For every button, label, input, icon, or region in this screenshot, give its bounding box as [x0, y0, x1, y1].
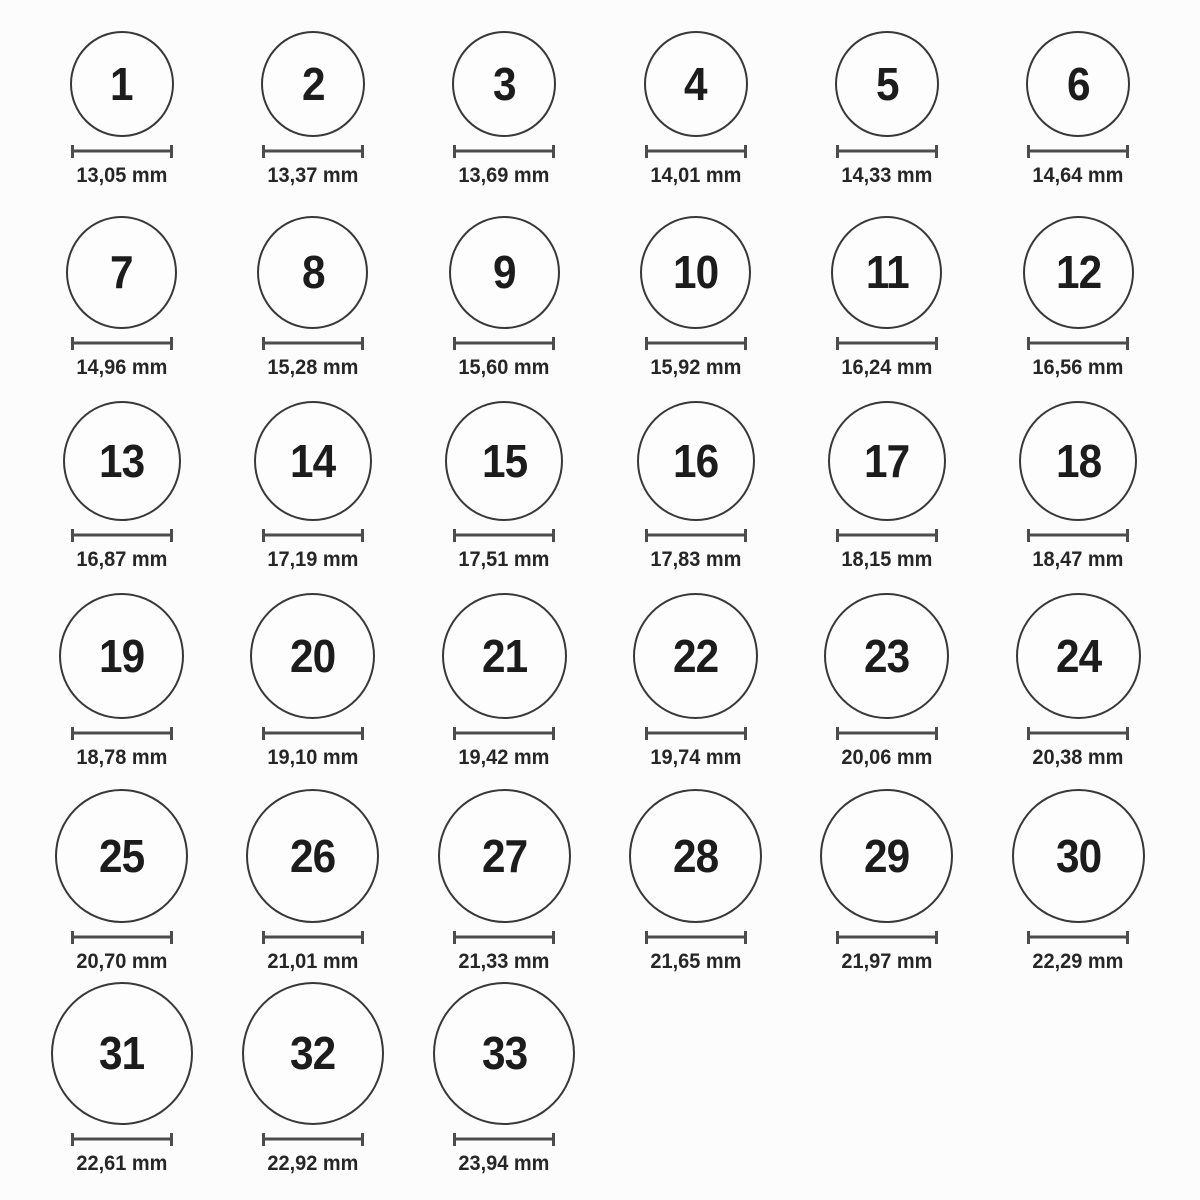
- ring-cell: [409, 984, 600, 1200]
- diameter-measure-line: [1027, 145, 1129, 158]
- diameter-measure-line: [71, 337, 173, 350]
- ring-circle: [261, 31, 365, 137]
- ring-circle: [51, 982, 193, 1125]
- diameter-label: 16,56 mm: [1032, 355, 1124, 379]
- diameter-label: 19,74 mm: [650, 745, 742, 769]
- diameter-label: 21,33 mm: [458, 949, 550, 973]
- ring-size-number: 11: [865, 246, 909, 299]
- diameter-measure-line: [71, 1133, 173, 1146]
- diameter-label: 19,42 mm: [458, 745, 550, 769]
- measure-bar: [1027, 534, 1129, 537]
- ring-size-number: 26: [290, 829, 336, 882]
- ring-size-number: 2: [301, 57, 325, 110]
- diameter-label: 13,69 mm: [458, 163, 550, 187]
- diameter-measure-line: [645, 529, 747, 542]
- ring-circle: [433, 982, 575, 1125]
- measure-bar: [1027, 732, 1129, 735]
- measure-bar: [453, 342, 555, 345]
- ring-cell: [409, 780, 600, 984]
- diameter-measure-line: [453, 145, 555, 158]
- measure-bar: [1027, 936, 1129, 939]
- diameter-label: 20,06 mm: [841, 745, 933, 769]
- diameter-measure-line: [71, 529, 173, 542]
- measure-bar: [262, 342, 364, 345]
- ring-circle: [831, 216, 942, 329]
- diameter-measure-line: [645, 931, 747, 944]
- ring-circle: [438, 789, 571, 923]
- ring-size-number: 7: [110, 246, 133, 299]
- ring-cell: [791, 582, 982, 780]
- ring-size-number: 14: [290, 434, 336, 487]
- ring-size-number: 22: [673, 629, 719, 682]
- diameter-measure-line: [262, 1133, 364, 1146]
- ring-cell: [217, 780, 408, 984]
- ring-circle: [442, 593, 567, 719]
- ring-size-chart: [26, 4, 1174, 1200]
- diameter-measure-line: [71, 145, 173, 158]
- ring-size-number: 10: [673, 246, 719, 299]
- ring-circle: [59, 593, 184, 719]
- measure-bar: [453, 732, 555, 735]
- diameter-label: 14,64 mm: [1032, 163, 1124, 187]
- diameter-measure-line: [262, 727, 364, 740]
- diameter-measure-line: [262, 145, 364, 158]
- diameter-label: 20,70 mm: [76, 949, 168, 973]
- diameter-measure-line: [71, 727, 173, 740]
- diameter-measure-line: [836, 931, 938, 944]
- ring-circle: [1019, 401, 1137, 521]
- ring-cell: [791, 390, 982, 582]
- ring-size-number: 21: [481, 629, 527, 682]
- diameter-measure-line: [836, 529, 938, 542]
- ring-cell: [26, 390, 217, 582]
- measure-bar: [453, 150, 555, 153]
- ring-cell: [600, 390, 791, 582]
- diameter-measure-line: [262, 931, 364, 944]
- ring-size-number: 15: [481, 434, 527, 487]
- ring-circle: [828, 401, 946, 521]
- ring-size-number: 33: [481, 1027, 527, 1080]
- ring-circle: [640, 216, 751, 329]
- ring-circle: [629, 789, 762, 923]
- ring-circle: [445, 401, 563, 521]
- ring-size-number: 4: [684, 57, 707, 110]
- ring-circle: [1012, 789, 1145, 923]
- ring-size-number: 9: [492, 246, 516, 299]
- diameter-label: 14,96 mm: [76, 355, 168, 379]
- diameter-label: 14,33 mm: [841, 163, 933, 187]
- ring-circle: [1023, 216, 1134, 329]
- measure-bar: [645, 342, 747, 345]
- measure-bar: [645, 936, 747, 939]
- ring-size-number: 27: [481, 829, 527, 882]
- ring-size-number: 30: [1055, 829, 1101, 882]
- ring-size-number: 23: [864, 629, 910, 682]
- measure-bar: [262, 1138, 364, 1141]
- diameter-measure-line: [645, 337, 747, 350]
- ring-cell: [791, 198, 982, 390]
- diameter-measure-line: [453, 529, 555, 542]
- measure-bar: [453, 534, 555, 537]
- ring-cell: [217, 198, 408, 390]
- diameter-measure-line: [836, 145, 938, 158]
- diameter-measure-line: [645, 727, 747, 740]
- ring-circle: [637, 401, 755, 521]
- ring-circle: [55, 789, 188, 923]
- measure-bar: [453, 1138, 555, 1141]
- diameter-measure-line: [262, 529, 364, 542]
- ring-circle: [644, 31, 748, 137]
- diameter-label: 16,87 mm: [76, 547, 168, 571]
- diameter-label: 17,19 mm: [267, 547, 359, 571]
- diameter-measure-line: [1027, 727, 1129, 740]
- ring-cell: [791, 4, 982, 198]
- diameter-label: 18,78 mm: [76, 745, 168, 769]
- diameter-label: 22,29 mm: [1032, 949, 1124, 973]
- diameter-label: 17,83 mm: [650, 547, 742, 571]
- ring-size-number: 32: [290, 1027, 336, 1080]
- measure-bar: [71, 534, 173, 537]
- measure-bar: [1027, 342, 1129, 345]
- ring-size-number: 12: [1055, 246, 1101, 299]
- ring-size-number: 6: [1066, 57, 1090, 110]
- diameter-label: 19,10 mm: [267, 745, 359, 769]
- ring-circle: [257, 216, 368, 329]
- ring-circle: [835, 31, 939, 137]
- ring-circle: [254, 401, 372, 521]
- diameter-label: 18,15 mm: [841, 547, 933, 571]
- ring-cell: [983, 198, 1174, 390]
- ring-circle: [824, 593, 949, 719]
- measure-bar: [836, 150, 938, 153]
- diameter-label: 17,51 mm: [458, 547, 550, 571]
- diameter-label: 23,94 mm: [458, 1151, 550, 1175]
- measure-bar: [645, 150, 747, 153]
- measure-bar: [836, 534, 938, 537]
- measure-bar: [262, 936, 364, 939]
- ring-size-number: 16: [673, 434, 719, 487]
- diameter-measure-line: [645, 145, 747, 158]
- diameter-label: 20,38 mm: [1032, 745, 1124, 769]
- ring-cell: [26, 780, 217, 984]
- ring-size-number: 18: [1055, 434, 1101, 487]
- diameter-label: 15,92 mm: [650, 355, 742, 379]
- ring-circle: [633, 593, 758, 719]
- ring-cell: [217, 984, 408, 1200]
- ring-cell: [983, 780, 1174, 984]
- diameter-measure-line: [453, 1133, 555, 1146]
- diameter-label: 16,24 mm: [841, 355, 933, 379]
- diameter-label: 22,61 mm: [76, 1151, 168, 1175]
- diameter-measure-line: [1027, 337, 1129, 350]
- measure-bar: [836, 936, 938, 939]
- diameter-measure-line: [71, 931, 173, 944]
- measure-bar: [262, 150, 364, 153]
- ring-cell: [791, 780, 982, 984]
- ring-cell: [600, 780, 791, 984]
- ring-cell: [983, 582, 1174, 780]
- measure-bar: [645, 534, 747, 537]
- ring-size-number: 5: [875, 57, 899, 110]
- ring-cell: [409, 198, 600, 390]
- ring-cell: [983, 390, 1174, 582]
- ring-circle: [63, 401, 181, 521]
- ring-circle: [66, 216, 177, 329]
- ring-circle: [449, 216, 560, 329]
- diameter-label: 14,01 mm: [650, 163, 742, 187]
- measure-bar: [836, 342, 938, 345]
- diameter-label: 18,47 mm: [1032, 547, 1124, 571]
- diameter-measure-line: [453, 727, 555, 740]
- ring-size-number: 31: [99, 1027, 145, 1080]
- measure-bar: [71, 150, 173, 153]
- diameter-measure-line: [1027, 931, 1129, 944]
- measure-bar: [262, 732, 364, 735]
- ring-circle: [1026, 31, 1130, 137]
- ring-circle: [250, 593, 375, 719]
- ring-circle: [452, 31, 556, 137]
- diameter-measure-line: [262, 337, 364, 350]
- ring-cell: [983, 4, 1174, 198]
- ring-size-number: 25: [99, 829, 145, 882]
- diameter-measure-line: [1027, 529, 1129, 542]
- diameter-label: 15,28 mm: [267, 355, 359, 379]
- ring-size-number: 17: [864, 434, 910, 487]
- ring-cell: [409, 390, 600, 582]
- diameter-label: 22,92 mm: [267, 1151, 359, 1175]
- measure-bar: [836, 732, 938, 735]
- diameter-measure-line: [453, 931, 555, 944]
- measure-bar: [71, 342, 173, 345]
- ring-cell: [217, 582, 408, 780]
- ring-cell: [26, 4, 217, 198]
- diameter-measure-line: [836, 727, 938, 740]
- ring-cell: [600, 4, 791, 198]
- diameter-label: 13,05 mm: [76, 163, 168, 187]
- ring-size-number: 28: [673, 829, 719, 882]
- measure-bar: [71, 936, 173, 939]
- ring-cell: [26, 984, 217, 1200]
- ring-circle: [820, 789, 953, 923]
- measure-bar: [645, 732, 747, 735]
- ring-size-number: 19: [99, 629, 145, 682]
- measure-bar: [1027, 150, 1129, 153]
- ring-size-number: 1: [110, 57, 133, 110]
- diameter-label: 21,65 mm: [650, 949, 742, 973]
- ring-size-number: 13: [99, 434, 145, 487]
- ring-cell: [217, 4, 408, 198]
- measure-bar: [71, 1138, 173, 1141]
- ring-circle: [242, 982, 384, 1125]
- diameter-label: 21,97 mm: [841, 949, 933, 973]
- ring-cell: [26, 198, 217, 390]
- ring-cell: [600, 198, 791, 390]
- ring-circle: [246, 789, 379, 923]
- diameter-label: 21,01 mm: [267, 949, 359, 973]
- diameter-measure-line: [453, 337, 555, 350]
- ring-size-number: 8: [301, 246, 325, 299]
- ring-size-number: 20: [290, 629, 336, 682]
- ring-circle: [1016, 593, 1141, 719]
- ring-cell: [26, 582, 217, 780]
- measure-bar: [71, 732, 173, 735]
- diameter-label: 13,37 mm: [267, 163, 359, 187]
- ring-size-number: 3: [492, 57, 516, 110]
- ring-cell: [600, 582, 791, 780]
- ring-cell: [217, 390, 408, 582]
- ring-cell: [409, 4, 600, 198]
- ring-circle: [70, 31, 174, 137]
- ring-size-number: 29: [864, 829, 910, 882]
- diameter-label: 15,60 mm: [458, 355, 550, 379]
- measure-bar: [453, 936, 555, 939]
- ring-cell: [409, 582, 600, 780]
- ring-size-number: 24: [1055, 629, 1101, 682]
- measure-bar: [262, 534, 364, 537]
- diameter-measure-line: [836, 337, 938, 350]
